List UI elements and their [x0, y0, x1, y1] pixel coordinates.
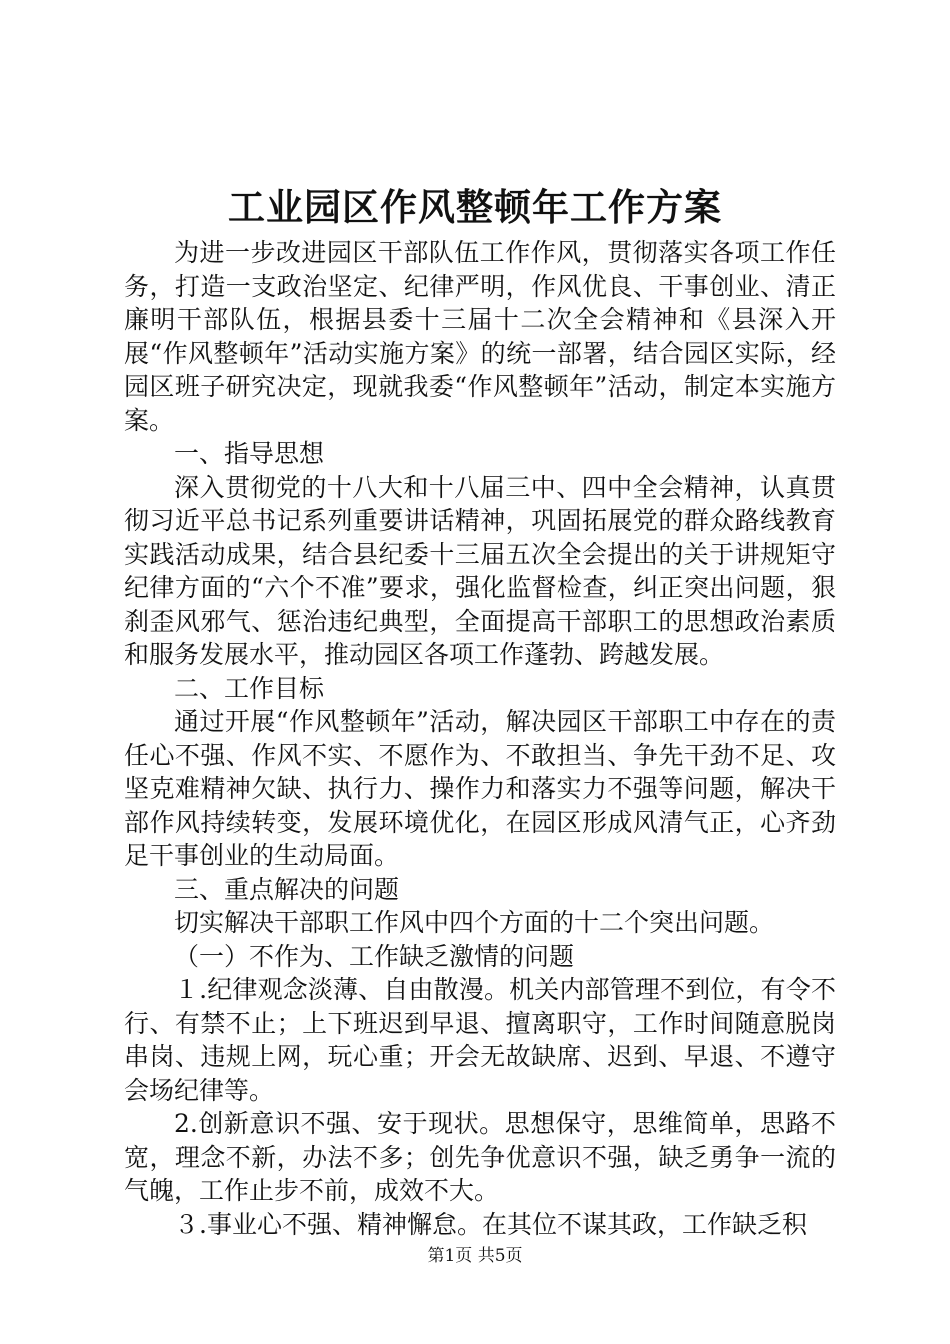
problem-item-1: １.纪律观念淡薄、自由散漫。机关内部管理不到位，有令不行、有禁不止；上下班迟到早退、擅离职守，工作时间随意脱岗串岗、违规上网，玩心重；开会无故缺席、迟到、早退、不遵守会场纪律等。: [124, 975, 836, 1105]
section-heading-guiding-ideology: 一、指导思想: [174, 439, 325, 468]
problem-item-2: 2.创新意识不强、安于现状。思想保守，思维简单，思路不宽，理念不新，办法不多；创先争优意识不强，缺乏勇争一流的气魄，工作止步不前，成效不大。: [124, 1109, 836, 1205]
section-heading-key-problems: 三、重点解决的问题: [174, 874, 400, 904]
page-number-footer: 第1页 共5页: [427, 1246, 523, 1266]
key-problems-paragraph: 切实解决干部职工作风中四个方面的十二个突出问题。: [174, 908, 775, 937]
subsection-heading-inaction: （一）不作为、工作缺乏激情的问题: [174, 941, 575, 971]
section-heading-work-goals: 二、工作目标: [174, 673, 325, 703]
intro-paragraph: 为进一步改进园区干部队伍工作作风，贯彻落实各项工作任务，打造一支政治坚定、纪律严明，作风优良、干事创业、清正廉明干部队伍，根据县委十三届十二次全会精神和《县深入开展“作风整顿年”活动实施方案》的统一部署，结合园区实际，经园区班子研究决定，现就我委“作风整顿年”活动，制定本实施方案。: [124, 238, 836, 435]
problem-item-3: ３.事业心不强、精神懈怠。在其位不谋其政，工作缺乏积: [174, 1209, 807, 1239]
guiding-ideology-paragraph: 深入贯彻党的十八大和十八届三中、四中全会精神，认真贯彻习近平总书记系列重要讲话精神，巩固拓展党的群众路线教育实践活动成果，结合县纪委十三届五次全会提出的关于讲规矩守纪律方面的“六个不准”要求，强化监督检查，纠正突出问题，狠刹歪风邪气、惩治违纪典型，全面提高干部职工的思想政治素质和服务发展水平，推动园区各项工作蓬勃、跨越发展。: [124, 472, 836, 669]
document-title: 工业园区作风整顿年工作方案: [228, 185, 722, 229]
document-body: [124, 236, 836, 1241]
work-goals-paragraph: 通过开展“作风整顿年”活动，解决园区干部职工中存在的责任心不强、作风不实、不愿作为、不敢担当、争先干劲不足、攻坚克难精神欠缺、执行力、操作力和落实力不强等问题，解决干部作风持续转变，发展环境优化，在园区形成风清气正，心齐劲足干事创业的生动局面。: [124, 707, 836, 870]
